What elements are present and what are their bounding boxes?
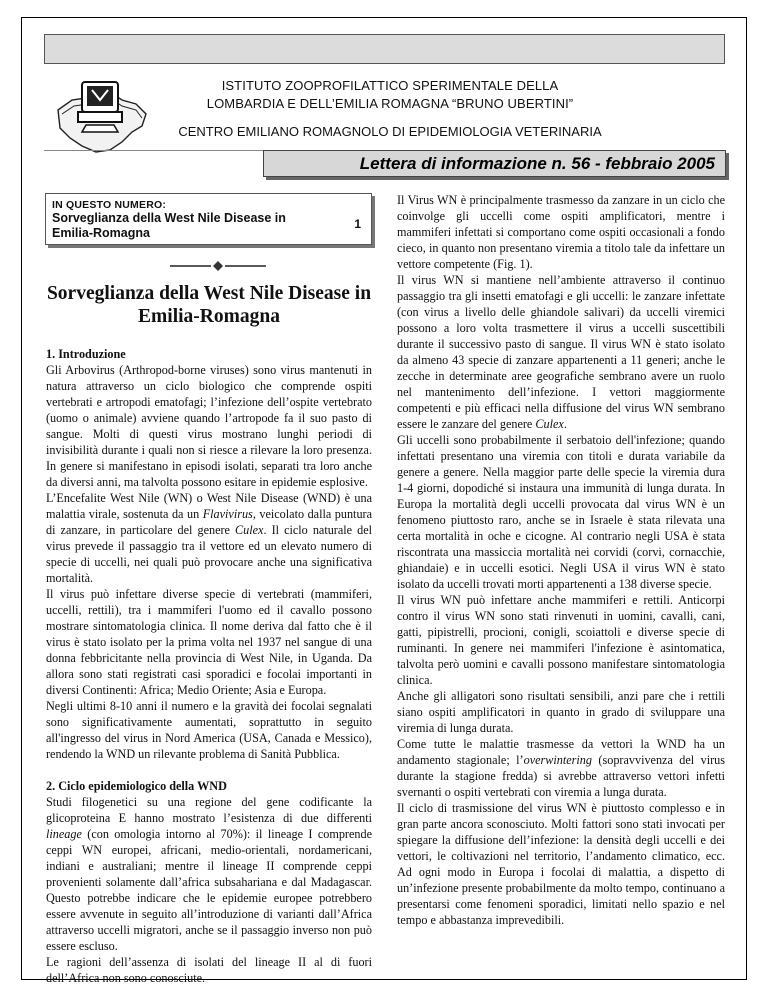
- toc-item-page: 1: [354, 217, 361, 231]
- section-heading: 1. Introduzione: [46, 347, 126, 361]
- paragraph: Come tutte le malattie trasmesse da vettori la WND ha un andamento stagionale; l’overwintering (sopravvivenza del virus durante la stagione fredda) si avrebbe attraverso vettori infetti svernanti o ospiti vertebrati con viremia a lunga durata.: [397, 737, 725, 799]
- article-column-right: [397, 192, 725, 928]
- toc-item-title[interactable]: Sorveglianza della West Nile Disease in Emilia-Romagna: [52, 211, 286, 240]
- article-column-left: [46, 346, 372, 986]
- paragraph: Gli Arbovirus (Arthropod-borne viruses) sono virus mantenuti in natura attraverso un ciclo biologico che comprende ospiti vertebrati e artropodi ematofagi; l’infezione dell’ospite vertebrato (uomo o animale) avviene quando l’artropode fa il suo pasto di sangue. Molti di questi virus mostrano lunghi periodi di invisibilità durante i quali non si riesce a rilevare la loro presenza. In genere si manifestano in episodi isolati, separati tra loro anche da diversi anni, ma talvolta possono esitare in epidemie esplosive.: [46, 363, 372, 489]
- centre-name: CENTRO EMILIANO ROMAGNOLO DI EPIDEMIOLOGIA VETERINARIA: [178, 124, 602, 139]
- diamond-divider-icon: [170, 261, 266, 271]
- paragraph: Negli ultimi 8-10 anni il numero e la gravità dei focolai segnalati sono significativamente aumentati, soprattutto in seguito all'ingresso del virus in Nord America (USA, Canada e Messico), rendendo la WND un rilevante problema di Sanità Pubblica.: [46, 699, 372, 761]
- paragraph: Il ciclo di trasmissione del virus WN è piuttosto complesso e in gran parte ancora sconosciuto. Molti fattori sono stati invocati per spiegare la diffusione dell’infezione: la densità degli uccelli e dei vettori, le coltivazioni nel territorio, l’andamento climatico, ecc. Ad ogni modo in Europa i focolai di malattia, a dispetto di un’infezione presente probabilmente da molto tempo, continuano a presentarsi come fenomeni sporadici, limitati nello spazio e nel tempo e abbastanza imprevedibili.: [397, 801, 725, 927]
- paragraph: Il virus può infettare diverse specie di vertebrati (mammiferi, uccelli, rettili), tra i mammiferi l'uomo ed il cavallo possono mostrare sintomatologia clinica. Il nome deriva dal fatto che è il virus è stato isolato per la prima volta nel 1937 nel sangue di una donna febbricitante nella provincia di West Nile, in Uganda. Da allora sono stati registrati casi sporadici e focolai importanti in diversi Continenti: Africa; Medio Oriente; Asia e Europa.: [46, 587, 372, 697]
- paragraph: Studi filogenetici su una regione del gene codificante la glicoproteina E hanno mostrato l’esistenza di due differenti lineage (con omologia intorno al 70%): il lineage I comprende ceppi WN europei, africani, medio-orientali, nordamericani, indiani e australiani; mentre il lineage II comprende ceppi provenienti solamente dall’africa subsahariana e dal Madagascar. Questo potrebbe indicare che le epidemie europee potrebbero essere avvenute in seguito all’introduzione di varianti dall’Africa attraverso uccelli migratori, anche se il passaggio inverso non può essere escluso.: [46, 795, 372, 953]
- paragraph: Le ragioni dell’assenza di isolati del lineage II al di fuori dell’Africa non sono conosciute.: [46, 955, 372, 985]
- paragraph: Anche gli alligatori sono risultati sensibili, anzi pare che i rettili siano ospiti amplificatori in quanto in grado di sviluppare una viremia di lunga durata.: [397, 689, 725, 735]
- paragraph: Il virus WN si mantiene nell’ambiente attraverso il continuo passaggio tra gli insetti ematofagi e gli uccelli: le zanzare infettate (con virus a livello delle ghiandole salivari) da uccelli viremici possono a loro volta trasmettere il virus a uccelli suscettibili durante il successivo pasto di sangue. Il virus WN è stato isolato da almeno 43 specie di zanzare appartenenti a 11 generi; anche le zecche in determinate aree geografiche sembrano avere un ruolo nel mantenimento dell’infezione. I vettori maggiormente competenti e più efficaci nella diffusione del virus WN sembrano essere le zanzare del genere Culex.: [397, 273, 725, 431]
- paragraph: L’Encefalite West Nile (WN) o West Nile Disease (WND) è una malattia virale, sostenuta da un Flavivirus, veicolato dalla puntura di zanzare, in particolare del genere Culex. Il ciclo naturale del virus prevede il passaggio tra il vettore ed un elevato numero di specie di uccelli, nei quali può provocare anche una significativa mortalità.: [46, 491, 373, 585]
- paragraph: Il virus WN può infettare anche mammiferi e rettili. Anticorpi contro il virus WN sono stati rinvenuti in uomini, cavalli, cani, gatti, pipistrelli, procioni, conigli, scoiattoli e diverse specie di ruminanti. In genere nei mammiferi l'infezione è asintomatica, talvolta però uomini e cavalli possono manifestare sintomatologia clinica.: [397, 593, 725, 687]
- paragraph: Il Virus WN è principalmente trasmesso da zanzare in un ciclo che coinvolge gli uccelli come ospiti amplificatori, mentre i mammiferi infettati si comportano come ospiti occasionali a fondo cieco, in quanto non presentano viremia a titolo tale da infettare un vettore competente (Fig. 1).: [397, 193, 725, 271]
- institute-name-line1: ISTITUTO ZOOPROFILATTICO SPERIMENTALE DELLA: [221, 78, 559, 93]
- section-heading: 2. Ciclo epidemiologico della WND: [46, 779, 227, 793]
- institute-name-line2: LOMBARDIA E DELL’EMILIA ROMAGNA “BRUNO UBERTINI”: [206, 96, 574, 111]
- toc-heading: IN QUESTO NUMERO:: [52, 199, 167, 211]
- table-of-contents: [45, 193, 372, 245]
- paragraph: Gli uccelli sono probabilmente il serbatoio dell'infezione; quando infettati presentano una viremia con titoli e durata variabile da genere a genere. Nella maggior parte delle specie la viremia dura 1-4 giorni, dopodiché si instaura una immunità di lunga durata. In Europa la mortalità degli uccelli provocata dal virus WN è un fenomeno piuttosto raro, anche se in Israele è stata rilevata una certa mortalità in oche e cicogne. Al contrario negli USA è stata riscontrata una massiccia mortalità nei corvidi (corvi, cornacchie, ghiandaie) e in uccelli esotici. Negli USA il virus WN è stato isolato da uccelli trovati morti appartenenti a 138 diverse specie.: [397, 433, 725, 591]
- article-title: Sorveglianza della West Nile Disease in Emilia-Romagna: [46, 283, 372, 327]
- issue-title: Lettera di informazione n. 56 - febbraio 2005: [263, 150, 726, 177]
- institute-logo-icon: [52, 70, 152, 156]
- header-band: [44, 34, 725, 64]
